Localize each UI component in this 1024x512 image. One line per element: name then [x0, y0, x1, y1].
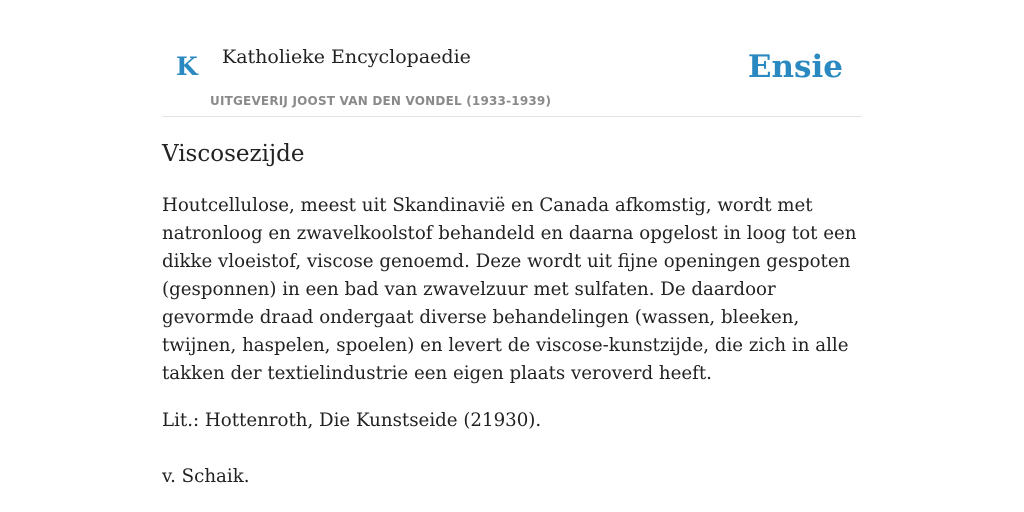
article-body: Houtcellulose, meest uit Skandinavië en Canada afkomstig, wordt met natronloog en zwavelkoolstof behandeld en daarna opgelost in loog tot een dikke vloeistof, viscose genoemd. Deze wordt uit fijne openingen gespoten (gesponnen) in een bad van zwavelzuur met sulfaten. De daardoor gevormde draad ondergaat diverse behandelingen (wassen, bleeken, twijnen, haspelen, spoelen) en levert de viscose-kunstzijde, die zich in alle takken der textielindustrie een eigen plaats veroverd heeft.	[162, 195, 857, 384]
article	[162, 138, 866, 491]
article-title: Viscosezijde	[162, 141, 305, 167]
site-header	[162, 0, 862, 117]
encyclopedia-title-link[interactable]: Katholieke Encyclopaedie	[222, 46, 471, 68]
ensie-logo-link[interactable]: Ensie	[747, 49, 843, 85]
article-author: v. Schaik.	[162, 466, 250, 487]
publisher-label: UITGEVERIJ JOOST VAN DEN VONDEL (1933-1939)	[210, 94, 552, 108]
article-literature: Lit.: Hottenroth, Die Kunstseide (21930).	[162, 410, 542, 431]
encyclopedia-logo-icon[interactable]: K	[176, 52, 198, 81]
